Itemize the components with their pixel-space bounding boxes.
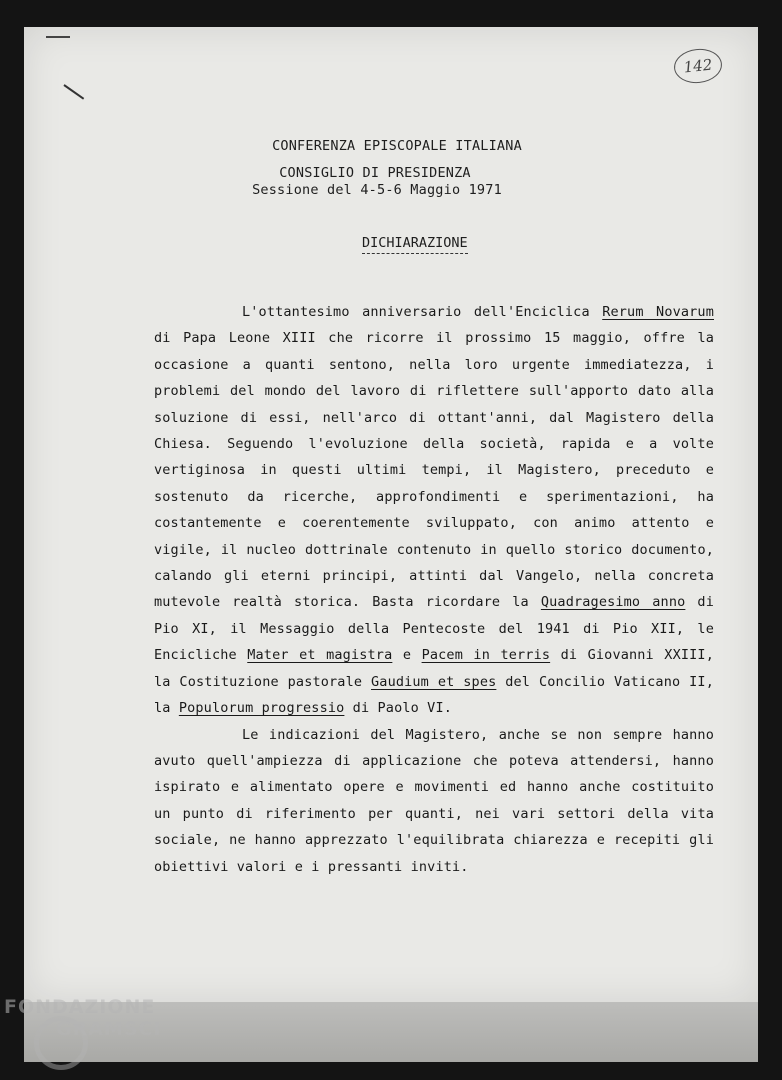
underlined-title: Pacem in terris xyxy=(421,647,551,664)
text-span: e xyxy=(392,647,422,664)
document-page xyxy=(24,27,758,1002)
header-line-1: CONFERENZA EPISCOPALE ITALIANA xyxy=(272,138,522,154)
text-span: di Paolo VI. xyxy=(344,700,453,717)
page-number-stamp: 142 xyxy=(672,47,723,86)
underlined-title: Quadragesimo anno xyxy=(540,594,686,611)
watermark-line-2: GRAMSCI xyxy=(56,1018,162,1040)
document-body xyxy=(154,299,714,880)
text-span: di Papa Leone XIII che ricorre il prossimo 15 maggio, offre la occasione a quanti sentono, nella loro urgente immediatezza, i problemi del mondo del lavoro di riflettere sull'apporto dato alla soluzione di essi, nell'arco di ottant'anni, dal Magistero della Chiesa. Seguendo l'evoluzione della società, rapida e a volte vertiginosa in questi ultimi tempi, il Magistero, preceduto e sostenuto da ricerche, approfondimenti e sperimentazioni, ha costantemente e coerentemente sviluppato, con animo attento e vigile, il nucleo dottrinale contenuto in quello storico documento, calando gli eterni principi, attinti dal Vangelo, nella concreta mutevole realtà storica. Basta ricordare la xyxy=(154,330,714,611)
underlined-title: Gaudium et spes xyxy=(371,673,497,690)
text-span: del Concilio Vaticano II, la xyxy=(154,673,714,717)
header-line-3: Sessione del 4-5-6 Maggio 1971 xyxy=(252,182,502,198)
text-span: di Pio XI, il Messaggio della Pentecoste del 1941 di Pio XII, le Encicliche xyxy=(154,594,714,664)
watermark-line-1: FONDAZIONE xyxy=(4,996,156,1018)
paragraph-1 xyxy=(154,299,714,722)
text-span: di Giovanni XXIII, la Costituzione pastorale xyxy=(154,647,714,690)
text-span: L'ottantesimo anniversario dell'Enciclica xyxy=(242,304,603,320)
archive-watermark xyxy=(4,996,162,1040)
document-title: DICHIARAZIONE xyxy=(362,235,468,254)
underlined-title: Rerum Novarum xyxy=(602,304,714,320)
pencil-tick xyxy=(63,84,84,99)
header-line-2: CONSIGLIO DI PRESIDENZA xyxy=(279,165,471,181)
paragraph-2: Le indicazioni del Magistero, anche se non sempre hanno avuto quell'ampiezza di applicazione che poteva attendersi, hanno ispirato e alimentato opere e movimenti ed hanno anche costituito un punto di riferimento per quanti, nei vari settori della vita sociale, ne hanno apprezzato l'equilibrata chiarezza e recepiti gli obiettivi valori e i pressanti inviti. xyxy=(154,726,714,875)
underlined-title: Populorum progressio xyxy=(178,700,345,717)
pencil-mark xyxy=(46,36,70,38)
underlined-title: Mater et magistra xyxy=(247,647,393,664)
